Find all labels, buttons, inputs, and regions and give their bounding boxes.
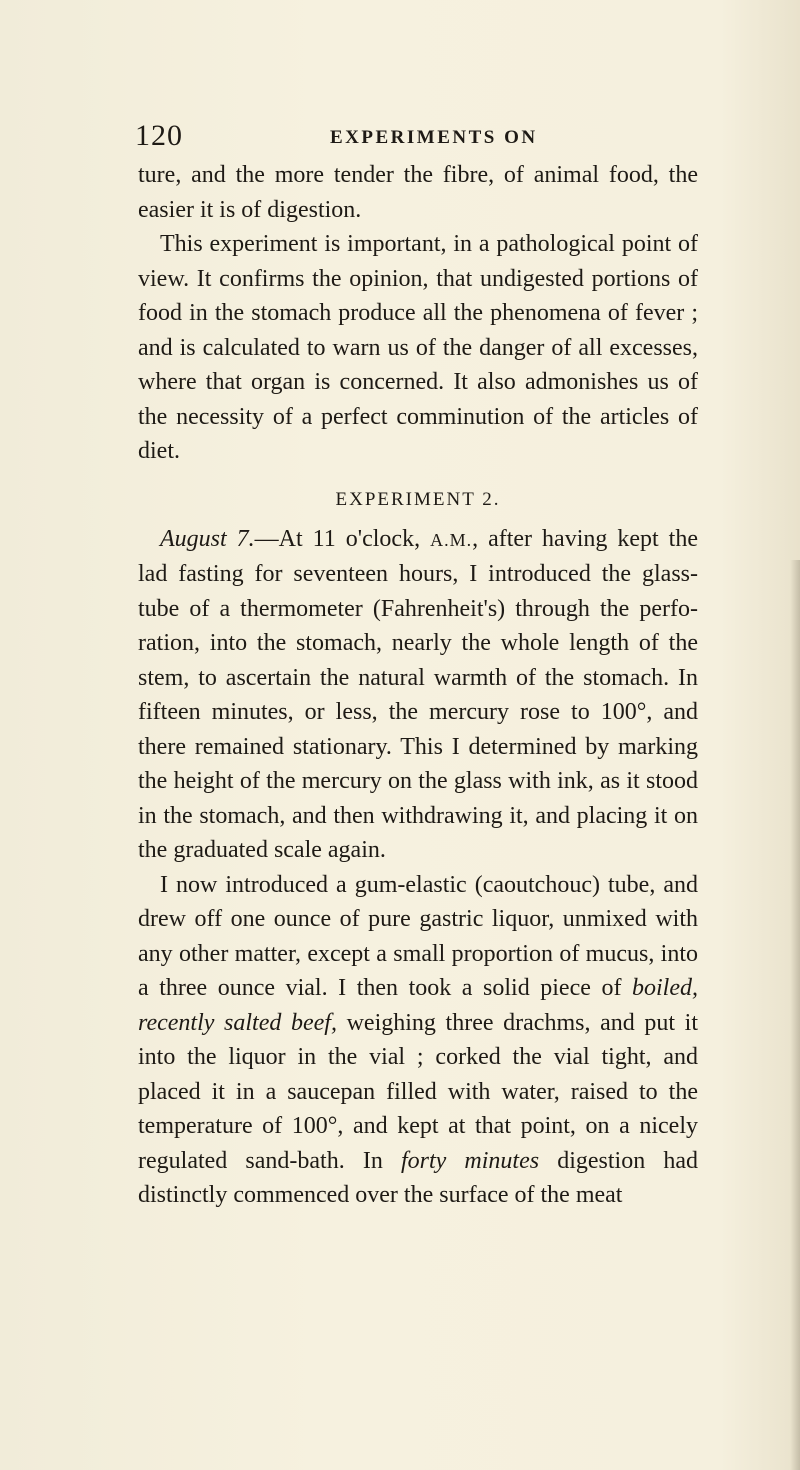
- paragraph-continuation: ture, and the more tender the fibre, of animal food, the easier it is of digestion.: [138, 162, 698, 223]
- body-text: [138, 158, 698, 1213]
- paragraph-august-7: [138, 522, 698, 868]
- gastric-text-b: weighing three drachms, and put it into the liquor in the vial ; corked the vial tight, and placed it in a saucepan filled with water, raised to the temperature of 100°, and kept at that point, on a nicely regulated sand-bath. In: [138, 1009, 698, 1174]
- gastric-text-c: digestion had distinctly commenced over the surface of the meat: [138, 1147, 698, 1208]
- paragraph-pathological: This experiment is important, in a pathological point of view. It confirms the opinion, that undigested portions of food in the stomach produce all the phenomena of fever ; and is calculated to warn us of the danger of all excesses, where that organ is concerned. It also admonishes us of the necessity of a perfect comminution of the articles of diet.: [138, 231, 698, 464]
- am-label: A.M.: [430, 529, 473, 550]
- experiment-heading: EXPERIMENT 2.: [335, 488, 501, 510]
- time-text: —At 11 o'clock,: [254, 525, 431, 552]
- date-label: August 7.: [160, 525, 255, 552]
- page-header: [135, 118, 695, 154]
- thermometer-text: , after having kept the lad fasting for seventeen hours, I introduced the glass-tube of a thermometer (Fahrenheit's) through the perforation, into the stomach, nearly the whole length of the stem, to ascertain the natural warmth of the stomach. In fifteen minutes, or less, the mercury rose to 100°, and there remained stationary. This I determined by marking the height of the mercury on the glass with ink, as it stood in the stomach, and then withdrawing it, and placing it on the graduated scale again.: [138, 525, 699, 863]
- running-head: EXPERIMENTS ON: [330, 127, 538, 148]
- beef-italic: boiled, recently salted beef,: [138, 975, 698, 1036]
- page-edge-shadow: [790, 560, 800, 1470]
- page-number: 120: [135, 119, 183, 152]
- paragraph-gastric-liquor: [138, 868, 698, 1213]
- forty-minutes-italic: forty minutes: [400, 1147, 540, 1174]
- gastric-text-a: I now introduced a gum-elastic (caoutchouc) tube, and drew off one ounce of pure gastric liquor, unmixed with any other matter, except a small proportion of mucus, into a three ounce vial. I then took a solid piece of: [138, 871, 698, 1001]
